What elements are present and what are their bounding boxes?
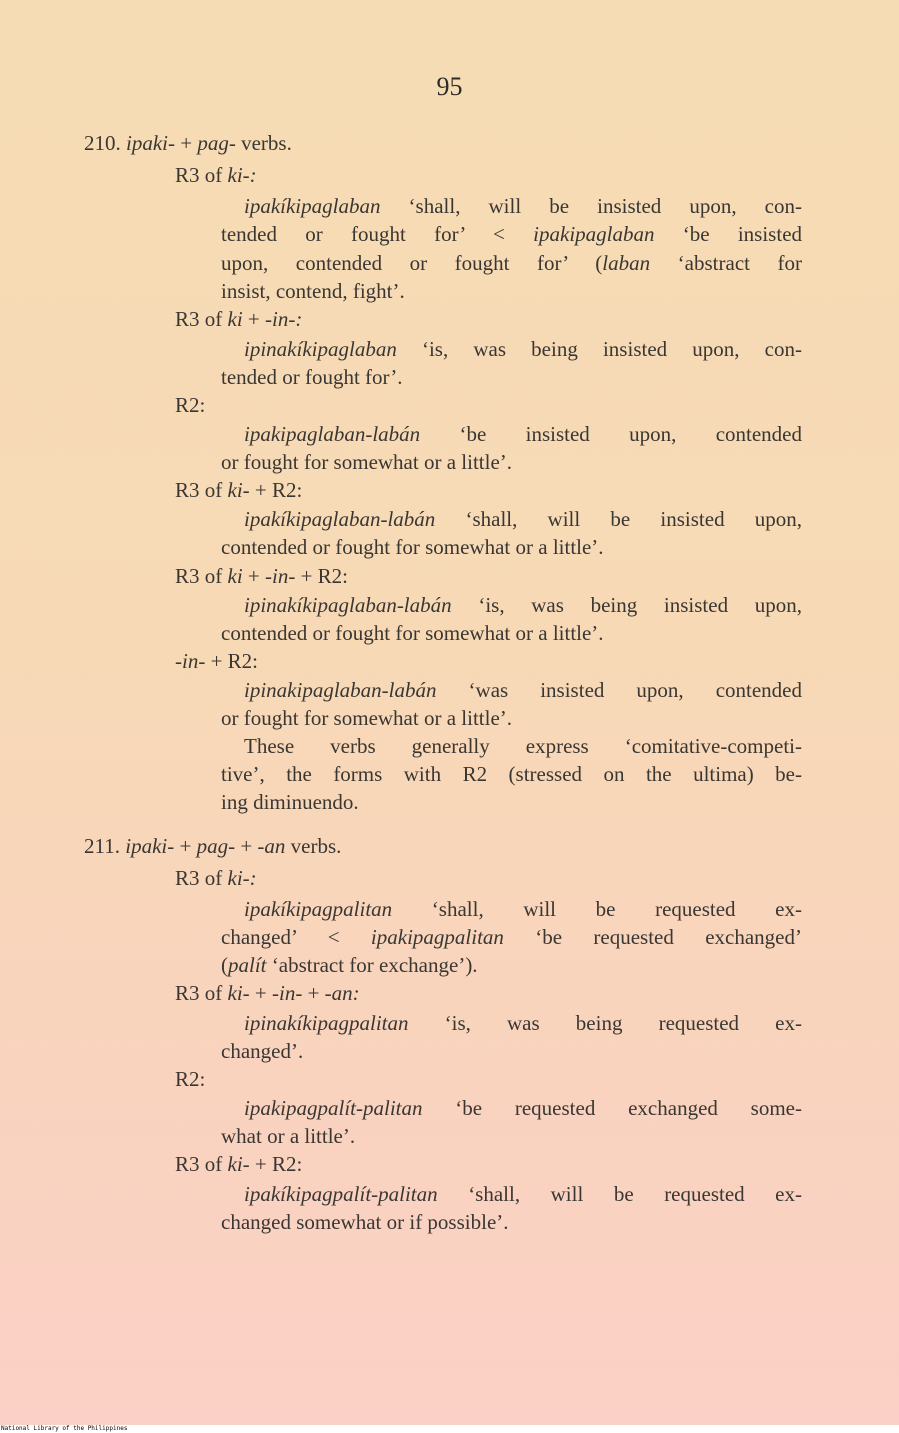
rule-heading: R2:	[175, 393, 206, 417]
example-line: contended or fought for somewhat or a little’.	[221, 535, 604, 559]
rule-heading: R3 of ki- + R2:	[175, 478, 303, 502]
rule-heading: -in- + R2:	[175, 649, 259, 673]
example-line: ipakíkipagpalitan ‘shall, will be requested ex-	[244, 897, 802, 921]
example-line: ipinakíkipaglaban-labán ‘is, was being insisted upon,	[244, 593, 802, 617]
example-line: ipinakipaglaban-labán ‘was insisted upon, contended	[244, 678, 802, 702]
example-line: tended or fought for’.	[221, 365, 403, 389]
rule-heading: R2:	[175, 1067, 206, 1091]
rule-heading: R3 of ki- + -in- + -an:	[175, 981, 360, 1005]
example-line: changed somewhat or if possible’.	[221, 1210, 509, 1234]
example-line: or fought for somewhat or a little’.	[221, 450, 513, 474]
example-line: ipakíkipagpalít-palitan ‘shall, will be requested ex-	[244, 1182, 802, 1206]
rule-heading: R3 of ki-:	[175, 163, 257, 187]
rule-heading: R3 of ki- + R2:	[175, 1152, 303, 1176]
library-footer: National Library of the Philippines	[0, 1425, 899, 1433]
example-line: (palít ‘abstract for exchange’).	[221, 953, 478, 977]
example-line: ipakipaglaban-labán ‘be insisted upon, contended	[244, 422, 802, 446]
example-line: ipakipagpalít-palitan ‘be requested exchanged some-	[244, 1096, 802, 1120]
section-210-heading: 210. ipaki- + pag- verbs.	[84, 131, 292, 155]
example-line: or fought for somewhat or a little’.	[221, 706, 513, 730]
note-line: ing diminuendo.	[221, 790, 359, 814]
example-line: ipinakíkipagpalitan ‘is, was being requested ex-	[244, 1011, 802, 1035]
note-line: These verbs generally express ‘comitative-competi-	[244, 734, 802, 758]
rule-heading: R3 of ki + -in-:	[175, 307, 303, 331]
page-number: 95	[436, 72, 463, 101]
example-line: insist, contend, fight’.	[221, 279, 405, 303]
example-line: what or a little’.	[221, 1124, 356, 1148]
example-line: ipinakíkipaglaban ‘is, was being insisted upon, con-	[244, 337, 802, 361]
example-line: tended or fought for’ < ipakipaglaban ‘be insisted	[221, 222, 803, 246]
example-line: changed’.	[221, 1039, 304, 1063]
example-line: ipakíkipaglaban-labán ‘shall, will be insisted upon,	[244, 507, 802, 531]
example-line: upon, contended or fought for’ (laban ‘abstract for	[221, 251, 803, 275]
example-line: ipakíkipaglaban ‘shall, will be insisted upon, con-	[244, 194, 802, 218]
rule-heading: R3 of ki-:	[175, 866, 257, 890]
example-line: changed’ < ipakipagpalitan ‘be requested exchanged’	[221, 925, 802, 949]
section-211-heading: 211. ipaki- + pag- + -an verbs.	[84, 834, 342, 858]
example-line: contended or fought for somewhat or a little’.	[221, 621, 604, 645]
rule-heading: R3 of ki + -in- + R2:	[175, 564, 349, 588]
note-line: tive’, the forms with R2 (stressed on the ultima) be-	[221, 762, 802, 786]
